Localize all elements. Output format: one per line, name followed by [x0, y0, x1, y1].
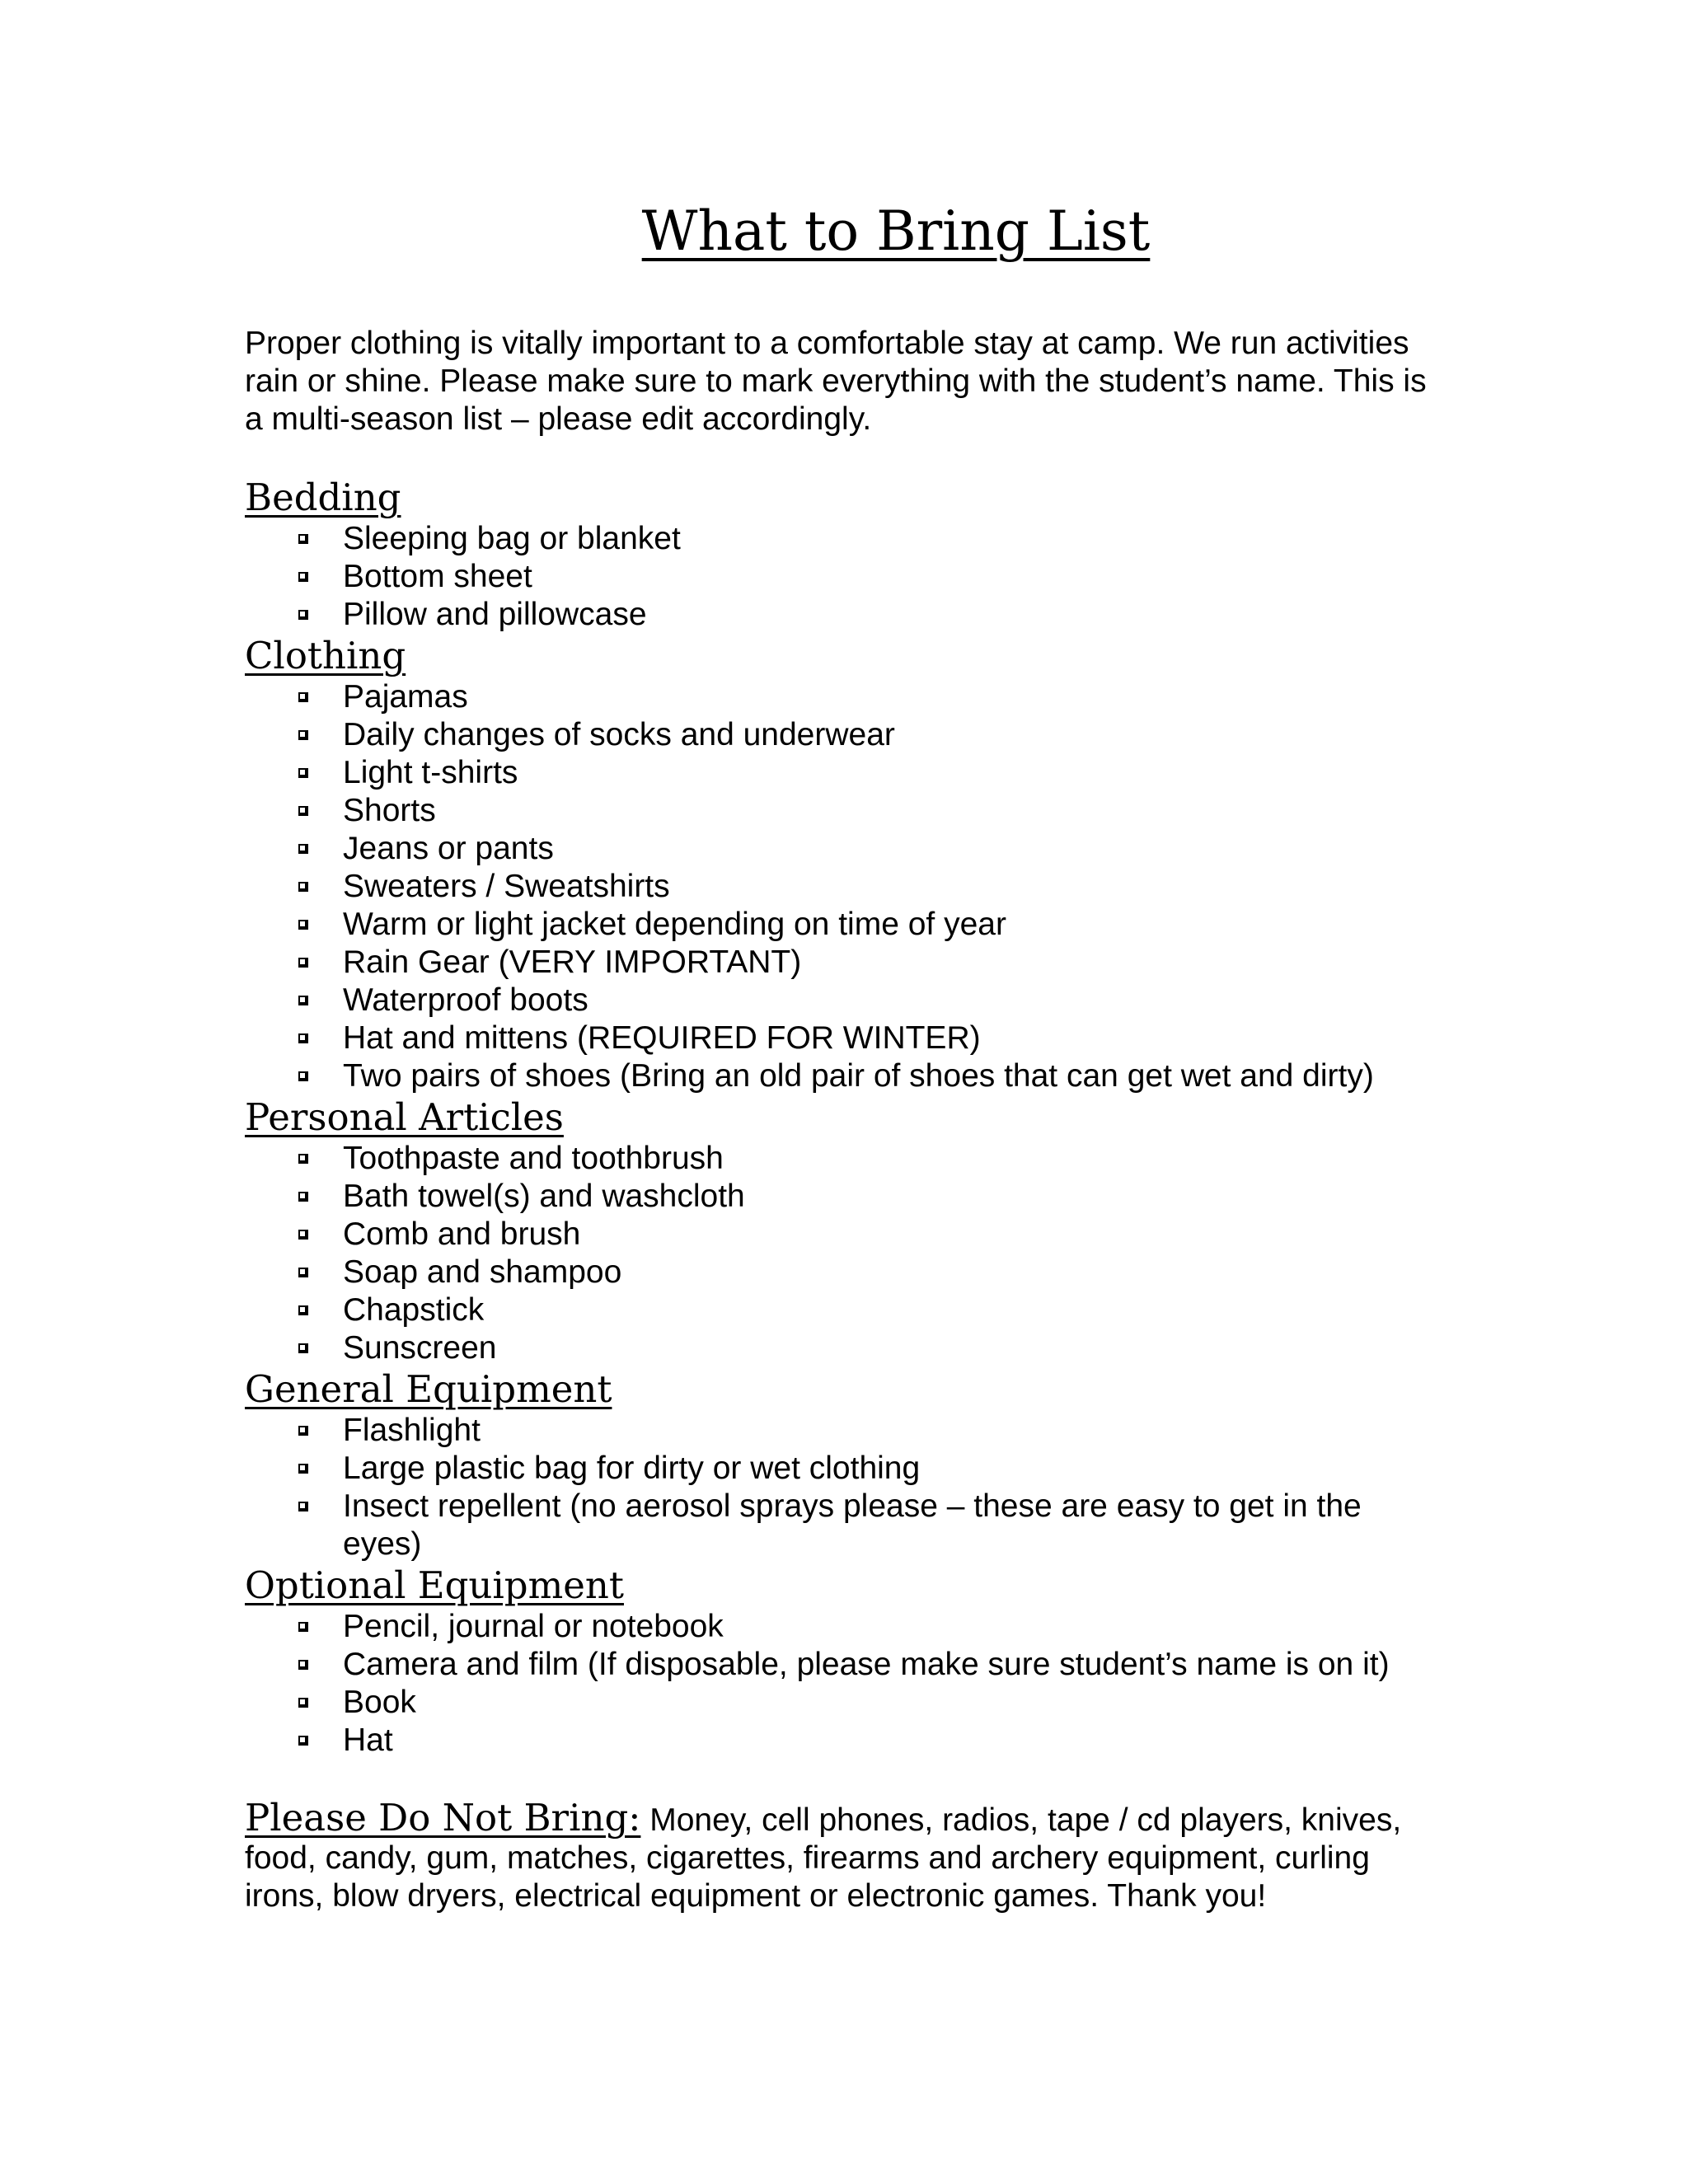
checkbox-icon — [298, 610, 308, 620]
checkbox-icon — [298, 996, 308, 1005]
item-label: Hat — [343, 1722, 393, 1758]
item-label: Pencil, journal or notebook — [343, 1609, 724, 1644]
checkbox-icon — [298, 1660, 308, 1670]
checkbox-icon — [298, 1736, 308, 1746]
section-heading: General Equipment — [245, 1367, 612, 1411]
item-label: Sweaters / Sweatshirts — [343, 869, 670, 904]
do-not-bring-paragraph — [245, 1796, 1432, 1915]
checklist — [245, 1608, 1440, 1760]
checkbox-icon — [298, 1464, 308, 1474]
list-item — [245, 1178, 1431, 1216]
item-label: Rain Gear (VERY IMPORTANT) — [343, 944, 802, 980]
section-general-equipment — [245, 1367, 1440, 1563]
item-label: Insect repellent (no aerosol sprays please – these are easy to get in the eyes) — [343, 1488, 1362, 1562]
list-item — [245, 1608, 1431, 1646]
item-label: Comb and brush — [343, 1216, 581, 1252]
list-item — [245, 716, 1431, 754]
checkbox-icon — [298, 572, 308, 582]
section-heading: Optional Equipment — [245, 1563, 624, 1607]
list-item — [245, 1488, 1431, 1563]
checkbox-icon — [298, 768, 308, 778]
item-label: Pajamas — [343, 679, 468, 715]
checkbox-icon — [298, 1192, 308, 1202]
list-item — [245, 678, 1431, 716]
item-label: Two pairs of shoes (Bring an old pair of shoes that can get wet and dirty) — [343, 1058, 1374, 1094]
list-item — [245, 1019, 1431, 1057]
checklist-sections — [245, 476, 1440, 1760]
item-label: Soap and shampoo — [343, 1254, 622, 1290]
checkbox-icon — [298, 692, 308, 702]
section-heading: Personal Articles — [245, 1095, 564, 1139]
list-item — [245, 558, 1431, 596]
checkbox-icon — [298, 1698, 308, 1708]
checkbox-icon — [298, 1343, 308, 1353]
item-label: Hat and mittens (REQUIRED FOR WINTER) — [343, 1020, 981, 1056]
checkbox-icon — [298, 534, 308, 544]
section-bedding — [245, 476, 1440, 634]
list-item — [245, 906, 1431, 944]
list-item — [245, 982, 1431, 1019]
checkbox-icon — [298, 920, 308, 930]
item-label: Daily changes of socks and underwear — [343, 717, 895, 752]
checkbox-icon — [298, 844, 308, 854]
list-item — [245, 596, 1431, 634]
document-page — [245, 196, 1440, 1947]
item-label: Light t-shirts — [343, 755, 518, 790]
item-label: Large plastic bag for dirty or wet clothing — [343, 1451, 921, 1486]
item-label: Jeans or pants — [343, 831, 554, 866]
list-item — [245, 1254, 1431, 1291]
item-label: Toothpaste and toothbrush — [343, 1141, 724, 1176]
checkbox-icon — [298, 882, 308, 892]
checkbox-icon — [298, 1154, 308, 1164]
item-label: Shorts — [343, 793, 436, 828]
section-optional-equipment — [245, 1563, 1440, 1760]
checkbox-icon — [298, 1268, 308, 1277]
checkbox-icon — [298, 1230, 308, 1240]
do-not-bring-label: Please Do Not Bring: — [245, 1796, 641, 1840]
list-item — [245, 792, 1431, 830]
checkbox-icon — [298, 1305, 308, 1315]
checkbox-icon — [298, 1502, 308, 1511]
intro-paragraph: Proper clothing is vitally important to a comfortable stay at camp. We run activities rain or shine. Please make sure to mark everything with the student’s name. This is a multi-season list – please edit accordingly. — [245, 326, 1427, 437]
checklist — [245, 1412, 1440, 1563]
item-label: Flashlight — [343, 1413, 481, 1448]
list-item — [245, 1412, 1431, 1450]
section-clothing — [245, 634, 1440, 1095]
list-item — [245, 520, 1431, 558]
do-not-bring-text: Money, cell phones, radios, tape / cd players, knives, food, candy, gum, matches, cigarettes, firearms and archery equipment, curling irons, blow dryers, electrical equipment or electronic games. Thank you! — [245, 1802, 1402, 1914]
list-item — [245, 754, 1431, 792]
item-label: Bath towel(s) and washcloth — [343, 1179, 745, 1214]
list-item — [245, 1057, 1431, 1095]
checkbox-icon — [298, 1033, 308, 1043]
checkbox-icon — [298, 1426, 308, 1436]
checklist — [245, 520, 1440, 634]
item-label: Book — [343, 1685, 416, 1720]
item-label: Sleeping bag or blanket — [343, 521, 681, 556]
checkbox-icon — [298, 1622, 308, 1632]
list-item — [245, 830, 1431, 868]
item-label: Bottom sheet — [343, 559, 532, 594]
checkbox-icon — [298, 806, 308, 816]
section-heading: Clothing — [245, 634, 406, 677]
list-item — [245, 1722, 1431, 1760]
checkbox-icon — [298, 958, 308, 968]
list-item — [245, 868, 1431, 906]
checklist — [245, 678, 1440, 1095]
checkbox-icon — [298, 1071, 308, 1081]
list-item — [245, 1216, 1431, 1254]
checkbox-icon — [298, 730, 308, 740]
list-item — [245, 1646, 1431, 1684]
item-label: Sunscreen — [343, 1330, 497, 1366]
item-label: Chapstick — [343, 1292, 485, 1328]
list-item — [245, 944, 1431, 982]
page-title: What to Bring List — [641, 199, 1151, 263]
item-label: Pillow and pillowcase — [343, 597, 647, 632]
list-item — [245, 1329, 1431, 1367]
list-item — [245, 1291, 1431, 1329]
section-personal-articles — [245, 1095, 1440, 1367]
item-label: Warm or light jacket depending on time of year — [343, 907, 1006, 942]
list-item — [245, 1140, 1431, 1178]
checklist — [245, 1140, 1440, 1367]
section-heading: Bedding — [245, 476, 401, 519]
item-label: Camera and film (If disposable, please make sure student’s name is on it) — [343, 1647, 1390, 1682]
list-item — [245, 1450, 1431, 1488]
list-item — [245, 1684, 1431, 1722]
item-label: Waterproof boots — [343, 982, 588, 1018]
